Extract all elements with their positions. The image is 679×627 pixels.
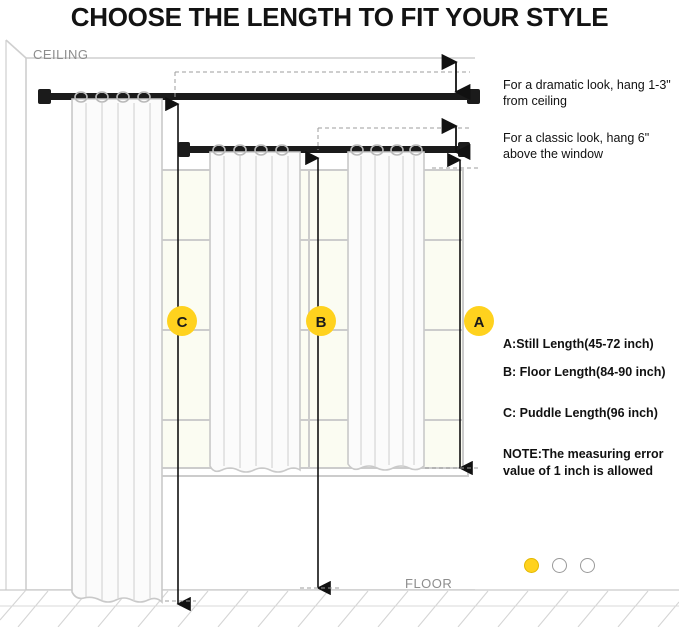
carousel-dots[interactable] [524, 558, 595, 573]
curtain-panel-sill-length [348, 145, 424, 470]
legend-puddle-length: C: Puddle Length(96 inch) [503, 406, 658, 420]
curtain-panel-puddle-length [72, 92, 162, 602]
badge-b-label: B [315, 314, 327, 331]
badge-a-label: A [473, 314, 485, 331]
ceiling-label: CEILING [33, 47, 89, 62]
badge-c-label: C [176, 314, 188, 331]
carousel-dot-1[interactable] [524, 558, 539, 573]
curtain-panel-floor-length [210, 145, 300, 472]
legend-note: NOTE:The measuring error value of 1 inch is allowed [503, 447, 664, 478]
badge-c [167, 306, 197, 336]
legend-floor-length: B: Floor Length(84-90 inch) [503, 365, 666, 379]
callout-dramatic-look: For a dramatic look, hang 1-3" from ceiling [503, 78, 671, 108]
page-title: CHOOSE THE LENGTH TO FIT YOUR STYLE [70, 2, 609, 32]
badge-b [306, 306, 336, 336]
legend-sill-length: A:Still Length(45-72 inch) [503, 337, 654, 351]
badge-a [464, 306, 494, 336]
carousel-dot-3[interactable] [580, 558, 595, 573]
callout-classic-look: For a classic look, hang 6" above the window [503, 131, 650, 161]
floor-label: FLOOR [405, 576, 453, 591]
carousel-dot-2[interactable] [552, 558, 567, 573]
